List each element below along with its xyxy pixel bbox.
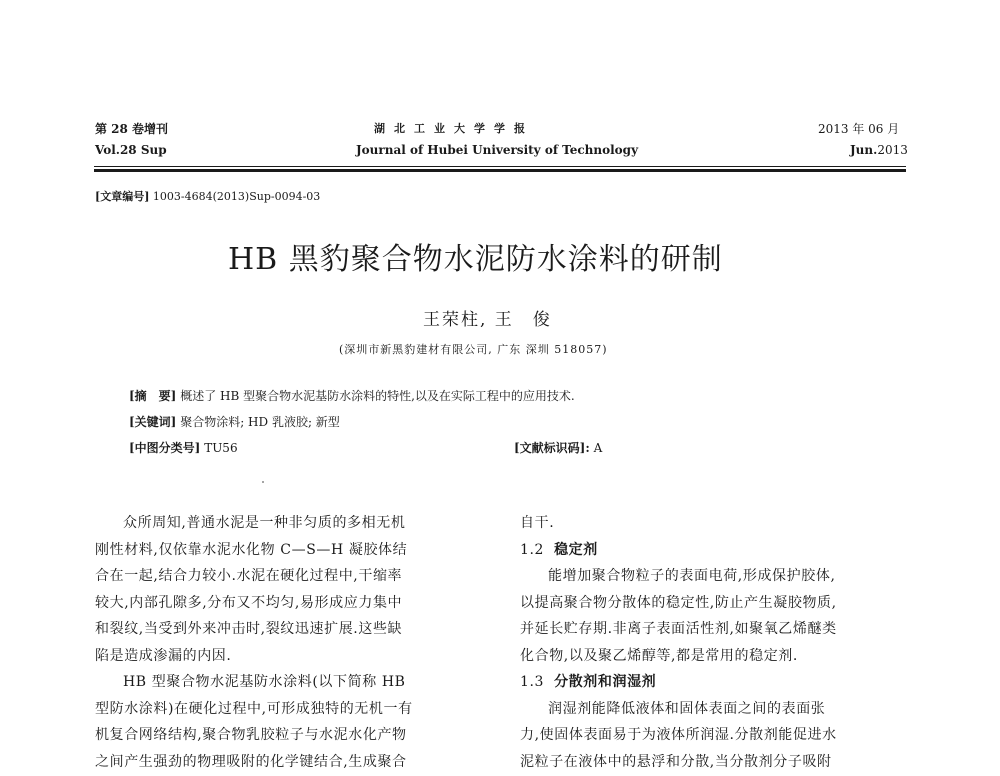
body-line: 陷是造成渗漏的内因.	[95, 647, 232, 664]
body-line: 并延长贮存期.非离子表面活性剂,如聚氧乙烯醚类	[520, 621, 837, 637]
keywords-text: 聚合物涂料; HD 乳液胶; 新型	[180, 415, 340, 429]
document-code-label: [文献标识码]:	[514, 441, 590, 455]
body-line: 众所周知,普通水泥是一种非匀质的多相无机	[123, 515, 406, 531]
body-line: 力,使固体表面易于为液体所润湿.分散剂能促进水	[520, 727, 837, 743]
keywords-label: [关键词]	[129, 415, 177, 429]
article-number-label: [文章编号]	[95, 190, 150, 203]
affiliation: (深圳市新黑豹建材有限公司, 广东 深圳 518057)	[339, 343, 608, 356]
clc-label: [中图分类号]	[129, 441, 201, 455]
section-heading	[520, 537, 837, 564]
section-title: 分散剂和润湿剂	[554, 674, 657, 690]
section-title: 稳定剂	[554, 541, 598, 558]
body-line: 自干.	[520, 515, 555, 531]
body-line: 泥粒子在液体中的悬浮和分散,当分散剂分子吸附	[520, 753, 832, 770]
body-line: 能增加聚合物粒子的表面电荷,形成保护胶体,	[548, 568, 836, 584]
volume-en: Vol.28 Sup	[95, 143, 167, 157]
section-number: 1.2	[520, 541, 545, 558]
abstract-label: [摘 要]	[129, 389, 177, 403]
journal-title-en: Journal of Hubei University of Technology	[356, 143, 639, 157]
keywords	[129, 413, 340, 430]
issue-year: 2013	[877, 143, 908, 157]
body-left-column	[95, 510, 413, 775]
scan-speck	[262, 481, 264, 483]
body-line: 和裂纹,当受到外来冲击时,裂纹迅速扩展.这些缺	[95, 621, 403, 637]
document-code	[514, 439, 602, 456]
body-line: 之间产生强劲的物理吸附的化学键结合,生成聚合	[95, 753, 407, 770]
article-number-value: 1003-4684(2013)Sup-0094-03	[152, 190, 321, 203]
body-line: 较大,内部孔隙多,分布又不均匀,易形成应力集中	[95, 594, 403, 611]
body-line: 机复合网络结构,聚合物乳胶粒子与水泥水化产物	[95, 727, 407, 743]
journal-title-cn: 湖北工业大学学报	[374, 122, 534, 135]
body-line: 合在一起,结合力较小.水泥在硬化过程中,干缩率	[95, 568, 403, 584]
paper-title: HB 黑豹聚合物水泥防水涂料的研制	[228, 242, 723, 277]
body-line: 型防水涂料)在硬化过程中,可形成独特的无机一有	[95, 700, 413, 717]
authors: 王荣柱, 王 俊	[423, 310, 552, 330]
header-rule-thick	[94, 169, 906, 172]
article-number	[95, 188, 320, 204]
volume-cn: 第 28 卷增刊	[95, 122, 169, 136]
section-heading	[520, 669, 837, 696]
issue-date-cn: 2013 年 06 月	[818, 122, 900, 136]
body-line: 以提高聚合物分散体的稳定性,防止产生凝胶物质,	[520, 594, 837, 611]
abstract	[129, 387, 575, 404]
body-line: 润湿剂能降低液体和固体表面之间的表面张	[548, 700, 826, 717]
body-line: 刚性材料,仅依靠水泥水化物 C—S—H 凝胶体结	[95, 541, 408, 558]
body-right-column	[520, 510, 837, 775]
body-line: 化合物,以及聚乙烯醇等,都是常用的稳定剂.	[520, 647, 798, 664]
issue-month: Jun.	[850, 143, 878, 157]
section-number: 1.3	[520, 674, 545, 690]
body-line: HB 型聚合物水泥基防水涂料(以下简称 HB	[123, 674, 406, 690]
clc-value: TU56	[204, 441, 238, 455]
header-rule-thin	[94, 166, 906, 167]
clc-number	[129, 439, 238, 456]
issue-date-en	[850, 142, 908, 158]
document-code-value: A	[593, 441, 603, 455]
abstract-text: 概述了 HB 型聚合物水泥基防水涂料的特性,以及在实际工程中的应用技术.	[180, 389, 575, 403]
